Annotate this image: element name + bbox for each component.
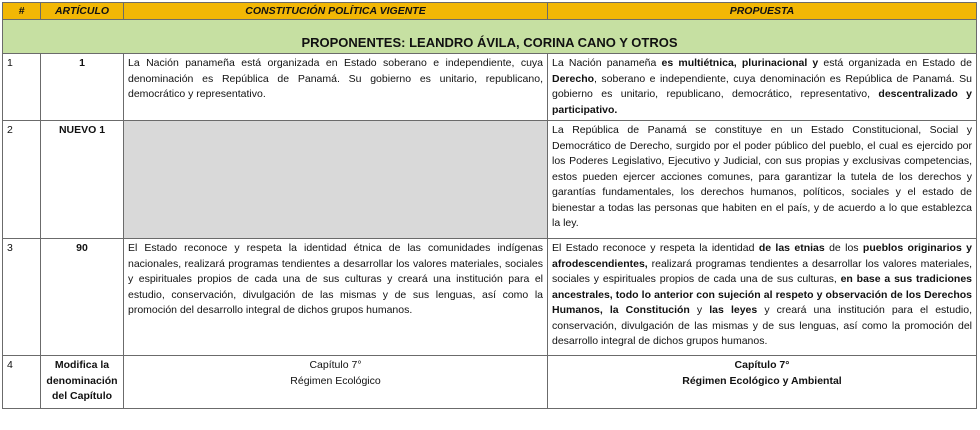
article-number: NUEVO 1: [41, 121, 124, 239]
proposal-chapter: Capítulo 7°: [734, 359, 790, 371]
proposal-text: La Nación panameña es multiétnica, plurinacional y está organizada en Estado de Derecho, soberano e independiente, cuya denominación es República de Panamá. Su gobierno es unitario, republicano, democrático, representativo, descentralizado y participativo.: [548, 54, 977, 121]
header-current-constitution: CONSTITUCIÓN POLÍTICA VIGENTE: [124, 3, 548, 20]
table-row: [3, 54, 977, 121]
current-chapter: Capítulo 7°: [309, 359, 362, 371]
proposal-text: La República de Panamá se constituye en un Estado Constitucional, Social y Democrático de Derecho, surgido por el poder público del pueblo, el cual es ejercido por los Poderes Legislativo, Ejecutivo y Judicial, con sus propias y exclusivas competencias, estos pueden ejercer acciones comunes, para garantizar la tutela de los derechos y garantías fundamentales, los derechos humanos, políticos, sociales y el estado de bienestar a todas las personas que habiten en el país, y de acuerdo a lo que establezca la ley.: [548, 121, 977, 239]
proponents-row: [3, 20, 977, 54]
header-num: #: [3, 3, 41, 20]
current-text: La Nación panameña está organizada en Estado soberano e independiente, cuya denominación es República de Panamá. Su gobierno es unitario, republicano, democrático y representativo.: [124, 54, 548, 121]
row-number: 3: [3, 239, 41, 356]
row-number: 1: [3, 54, 41, 121]
row-number: 2: [3, 121, 41, 239]
article-number: 1: [41, 54, 124, 121]
row-number: 4: [3, 356, 41, 409]
proponents-label: PROPONENTES: LEANDRO ÁVILA, CORINA CANO Y OTROS: [3, 20, 977, 54]
article-number: Modifica la denominación del Capítulo: [41, 356, 124, 409]
header-row: [3, 3, 977, 20]
current-chapter-title: Régimen Ecológico: [290, 374, 381, 387]
proposal-chapter-title: Régimen Ecológico y Ambiental: [682, 374, 842, 387]
table-row: [3, 239, 977, 356]
table-row: [3, 356, 977, 409]
current-text-empty: [124, 121, 548, 239]
proposal-text: El Estado reconoce y respeta la identidad de las etnias de los pueblos originarios y afrodescendientes, realizará programas tendientes a desarrollar los valores materiales, sociales y espirituales propios de cada una de sus culturas, en base a sus tradiciones ancestrales, todo lo anterior con sujeción al respeto y observación de los Derechos Humanos, la Constitución y las leyes y creará una institución para el estudio, conservación, divulgación de las mismas y de sus lenguas, así como la promoción del desarrollo integral de dichos grupos humanos.: [548, 239, 977, 356]
current-text: El Estado reconoce y respeta la identidad étnica de las comunidades indígenas nacionales, realizará programas tendientes a desarrollar los valores materiales, sociales y espirituales propios de cada una de sus culturas y creará una institución para el estudio, conservación, divulgación de las mismas y de sus lenguas, así como la promoción del desarrollo integral de dichos grupos humanos.: [124, 239, 548, 356]
header-proposal: PROPUESTA: [548, 3, 977, 20]
proposal-table: [2, 2, 977, 409]
proposal-text: [548, 356, 977, 409]
current-text: [124, 356, 548, 409]
article-number: 90: [41, 239, 124, 356]
header-article: ARTÍCULO: [41, 3, 124, 20]
table-row: [3, 121, 977, 239]
